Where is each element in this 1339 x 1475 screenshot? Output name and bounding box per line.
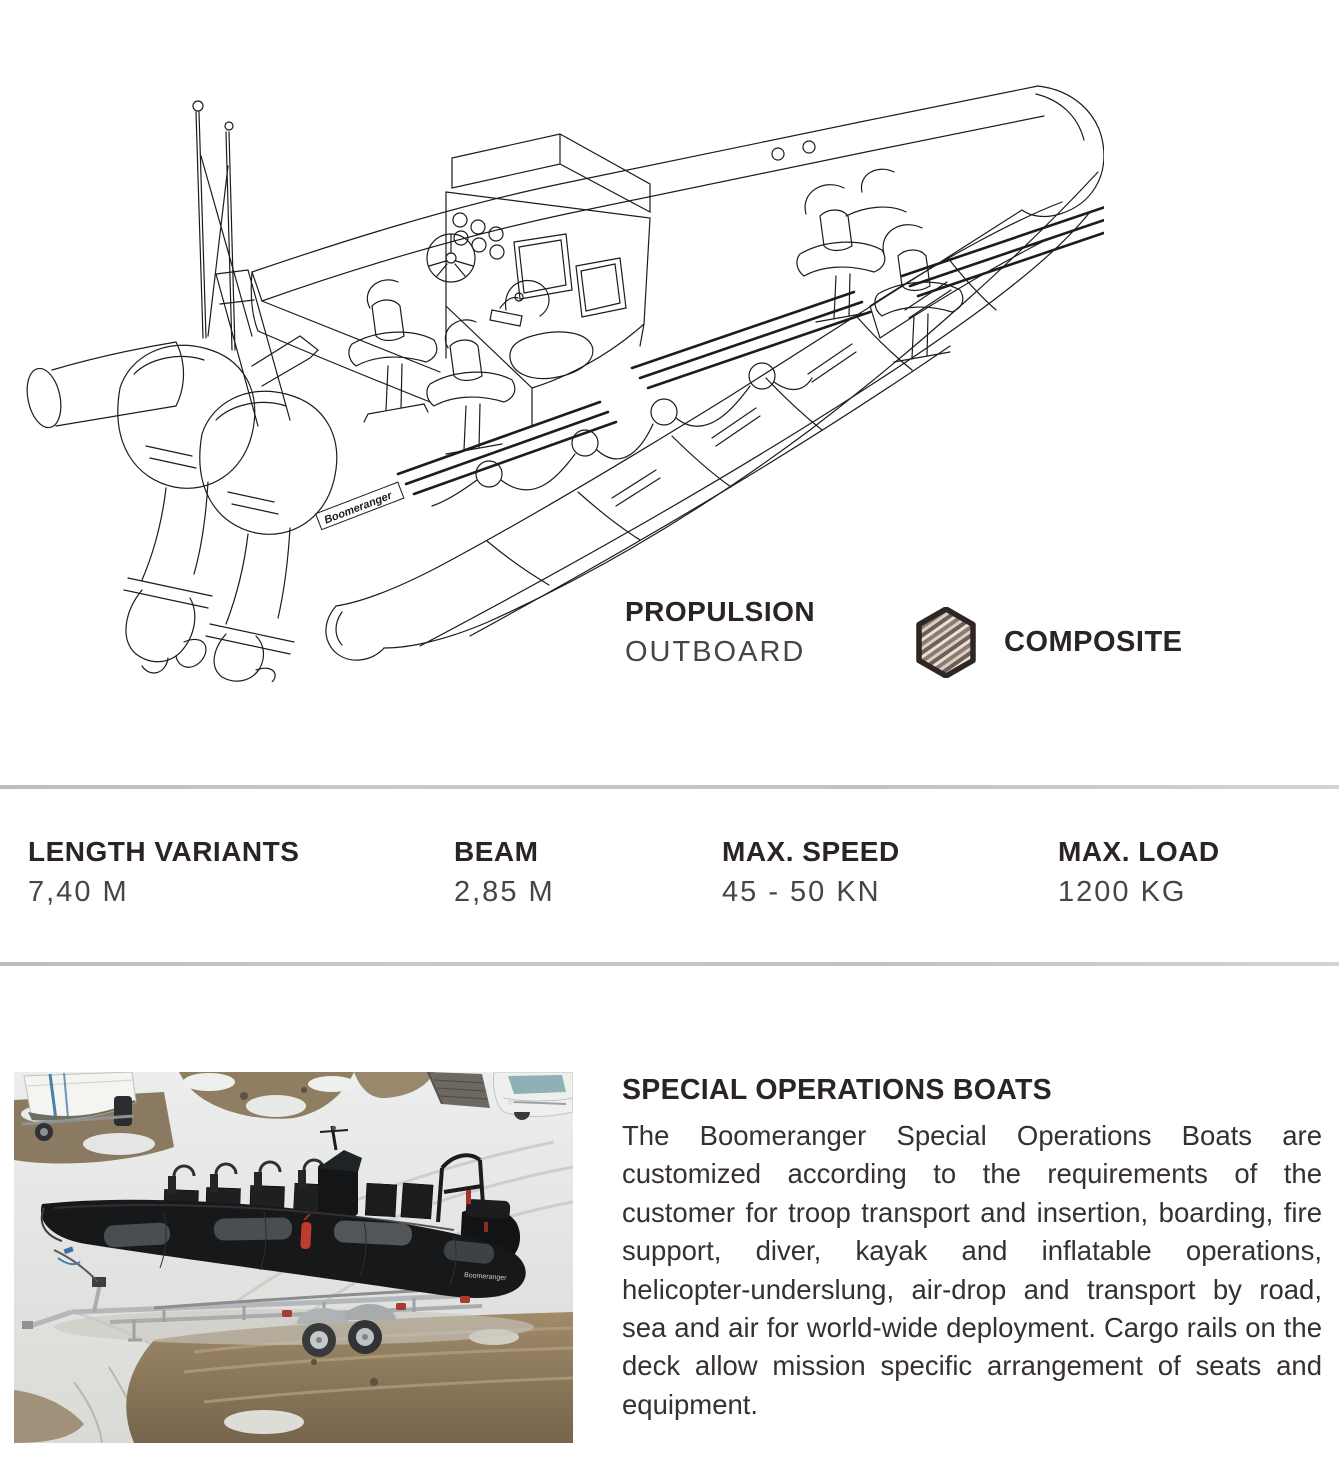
- description-heading: SPECIAL OPERATIONS BOATS: [622, 1074, 1052, 1106]
- grab-rope: [432, 363, 812, 506]
- spec-beam: [454, 836, 555, 909]
- spec-length-variants: [28, 836, 299, 909]
- spec-label: LENGTH VARIANTS: [28, 836, 300, 867]
- boat-photo: [14, 1072, 573, 1443]
- fire-extinguisher: [300, 1222, 311, 1249]
- spec-value: 1200 KG: [1058, 876, 1187, 908]
- photo-console: [318, 1164, 358, 1216]
- description-section: [622, 1074, 1322, 1424]
- outboard-engines: [22, 336, 337, 682]
- description-body: The Boomeranger Special Operations Boats are customized according to the requirements of the customer for troop transport and insertion, boarding, fire support, diver, kayak and inflatable operations, helicopter-underslung, air-drop and transport by road, sea and air for world-wide deployment. Cargo rails on the deck allow mission specific arrangement of seats and equipment.: [622, 1120, 1322, 1420]
- composite-hexagon-icon: [916, 607, 976, 678]
- hull-brand-label: [316, 482, 404, 529]
- spec-label: MAX. SPEED: [722, 836, 900, 867]
- spec-value: 2,85 M: [454, 876, 555, 908]
- spec-max-load: [1058, 836, 1220, 909]
- spec-label: MAX. LOAD: [1058, 836, 1220, 867]
- propulsion-value: OUTBOARD: [625, 636, 806, 668]
- material-label: COMPOSITE: [1004, 626, 1183, 658]
- photo-tube-brand-text: Boomeranger: [463, 1272, 507, 1282]
- spec-value: 7,40 M: [28, 876, 129, 908]
- helm-console: [427, 134, 650, 426]
- propulsion-label: PROPULSION: [625, 596, 816, 627]
- spec-max-speed: [722, 836, 900, 909]
- parked-car: [493, 1072, 573, 1120]
- deck-rails: [398, 202, 1104, 494]
- spec-value: 45 - 50 KN: [722, 876, 881, 908]
- propulsion-spec: [625, 596, 815, 669]
- rib-boat-line-drawing: [0, 6, 1104, 682]
- divider-line-bottom: [0, 962, 1339, 966]
- tube-outline: [251, 86, 1104, 660]
- spec-label: BEAM: [454, 836, 539, 867]
- material-spec: [916, 607, 1183, 678]
- steering-wheel: [427, 234, 475, 282]
- hull-brand-text: Boomeranger: [322, 489, 394, 527]
- divider-line-top: [0, 785, 1339, 789]
